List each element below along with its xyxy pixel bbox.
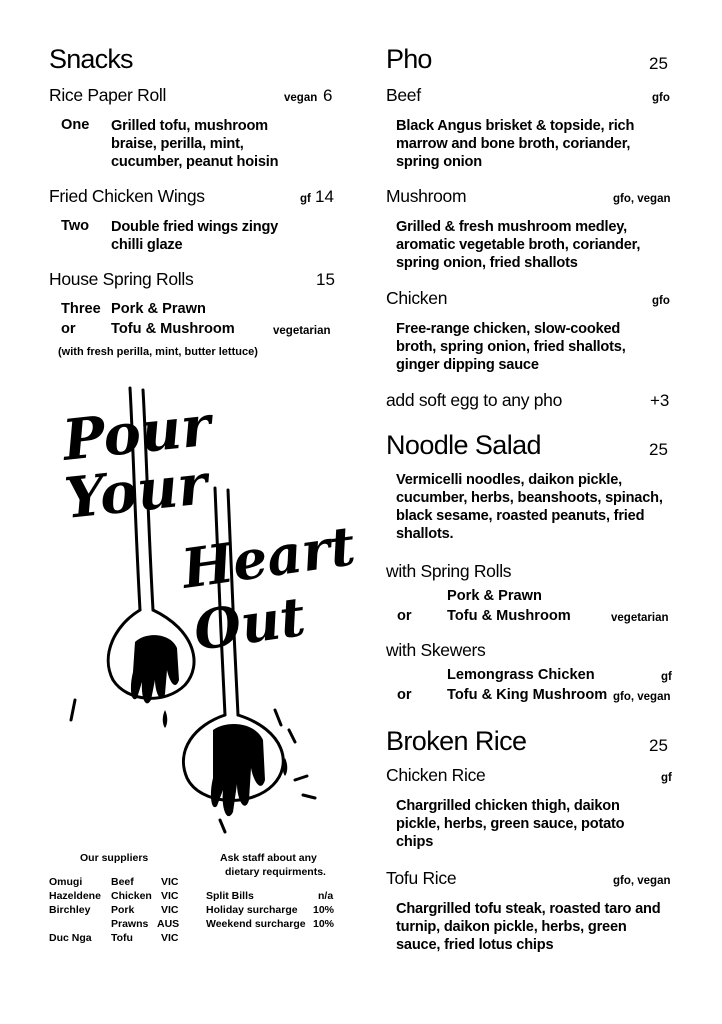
lettering-pour: Pour [59, 392, 214, 474]
rice-paper-roll-tag: vegan [284, 92, 318, 104]
dietary-note-line-1: Ask staff about any [220, 852, 317, 864]
lettering-heart: Heart [177, 513, 355, 601]
rice-paper-roll-name: Rice Paper Roll [49, 85, 167, 105]
suppliers-title: Our suppliers [80, 852, 149, 864]
supplier-origin: VIC [161, 932, 179, 944]
broken-rice-price: 25 [649, 736, 668, 755]
pho-mushroom-tag: gfo, vegan [613, 193, 671, 205]
with-spring-rolls-label: with Spring Rolls [386, 561, 512, 581]
broken-rice-title: Broken Rice [386, 726, 527, 756]
with-skewers-option-1: Lemongrass Chicken [447, 667, 595, 683]
chicken-wings-name: Fried Chicken Wings [49, 186, 205, 206]
supplier-item: Chicken [111, 890, 152, 902]
info-value: n/a [318, 890, 334, 902]
chicken-wings-price: 14 [315, 187, 334, 206]
pho-chicken-name: Chicken [386, 288, 448, 308]
pho-mushroom-name: Mushroom [386, 186, 467, 206]
with-spring-rolls-or: or [397, 608, 412, 624]
with-spring-rolls-option-2-tag: vegetarian [611, 612, 669, 624]
rice-paper-roll-qty: One [61, 117, 90, 133]
spring-rolls-or: or [61, 321, 76, 337]
soup-spoons-icon [45, 380, 355, 840]
pho-mushroom-desc: Grilled & fresh mushroom medley, aromatic vegetable broth, coriander, spring onion, fried shallots [396, 219, 641, 271]
pour-your-heart-out-illustration [45, 380, 355, 840]
supplier-item: Pork [111, 904, 135, 916]
rice-paper-roll-price: 6 [323, 86, 333, 105]
noodle-salad-title: Noodle Salad [386, 430, 541, 460]
info-label: Weekend surcharge [206, 918, 306, 930]
spring-rolls-option-2-tag: vegetarian [273, 325, 331, 337]
tofu-rice-tag: gfo, vegan [613, 875, 671, 887]
info-value: 10% [313, 918, 335, 930]
info-value: 10% [313, 904, 335, 916]
info-label: Holiday surcharge [206, 904, 298, 916]
with-spring-rolls-option-2: Tofu & Mushroom [447, 608, 571, 624]
spring-rolls-price: 15 [316, 270, 335, 289]
spring-rolls-name: House Spring Rolls [49, 269, 194, 289]
add-egg-price: +3 [650, 391, 670, 410]
supplier-origin: AUS [157, 918, 180, 930]
rice-paper-roll-desc: Grilled tofu, mushroom braise, perilla, mint, cucumber, peanut hoisin [111, 118, 279, 170]
supplier-name: Omugi [49, 876, 83, 888]
pho-beef-name: Beef [386, 85, 421, 105]
dietary-note-line-2: dietary requirments. [225, 866, 326, 878]
chicken-rice-tag: gf [661, 772, 672, 784]
noodle-salad-price: 25 [649, 440, 668, 459]
chicken-rice-name: Chicken Rice [386, 765, 486, 785]
with-skewers-option-2: Tofu & King Mushroom [447, 687, 608, 703]
noodle-salad-desc: Vermicelli noodles, daikon pickle, cucumber, herbs, beanshoots, spinach, black sesame, roasted peanuts, fried shallots. [396, 472, 663, 542]
spring-rolls-note: (with fresh perilla, mint, butter lettuce) [58, 346, 258, 358]
with-skewers-option-1-tag: gf [661, 671, 672, 683]
tofu-rice-desc: Chargrilled tofu steak, roasted taro and turnip, daikon pickle, herbs, green sauce, fried lotus chips [396, 901, 661, 953]
spring-rolls-option-2: Tofu & Mushroom [111, 321, 235, 337]
supplier-origin: VIC [161, 890, 179, 902]
supplier-origin: VIC [161, 904, 179, 916]
supplier-origin: VIC [161, 876, 179, 888]
lettering-out: Out [189, 584, 309, 663]
supplier-item: Tofu [111, 932, 133, 944]
pho-beef-tag: gfo [652, 92, 670, 104]
spring-rolls-qty: Three [61, 301, 101, 317]
lettering-your: Your [61, 451, 211, 532]
pho-title: Pho [386, 44, 432, 74]
chicken-rice-desc: Chargrilled chicken thigh, daikon pickle, herbs, green sauce, potato chips [396, 798, 625, 850]
pho-chicken-desc: Free-range chicken, slow-cooked broth, spring onion, fried shallots, ginger dipping sauce [396, 321, 626, 373]
with-skewers-or: or [397, 687, 412, 703]
spring-rolls-option-1: Pork & Prawn [111, 301, 206, 317]
supplier-item: Prawns [111, 918, 149, 930]
info-label: Split Bills [206, 890, 254, 902]
pho-beef-desc: Black Angus brisket & topside, rich marrow and bone broth, coriander, spring onion [396, 118, 635, 170]
add-egg-label: add soft egg to any pho [386, 390, 563, 410]
chicken-wings-desc: Double fried wings zingy chilli glaze [111, 219, 279, 253]
supplier-name: Duc Nga [49, 932, 92, 944]
chicken-wings-qty: Two [61, 218, 90, 234]
with-skewers-label: with Skewers [386, 640, 486, 660]
supplier-name: Birchley [49, 904, 91, 916]
chicken-wings-tag: gf [300, 193, 311, 205]
supplier-name: Hazeldene [49, 890, 101, 902]
pho-chicken-tag: gfo [652, 295, 670, 307]
pho-price: 25 [649, 54, 668, 73]
supplier-item: Beef [111, 876, 134, 888]
with-skewers-option-2-tag: gfo, vegan [613, 691, 671, 703]
tofu-rice-name: Tofu Rice [386, 868, 457, 888]
with-spring-rolls-option-1: Pork & Prawn [447, 588, 542, 604]
snacks-title: Snacks [49, 44, 133, 74]
